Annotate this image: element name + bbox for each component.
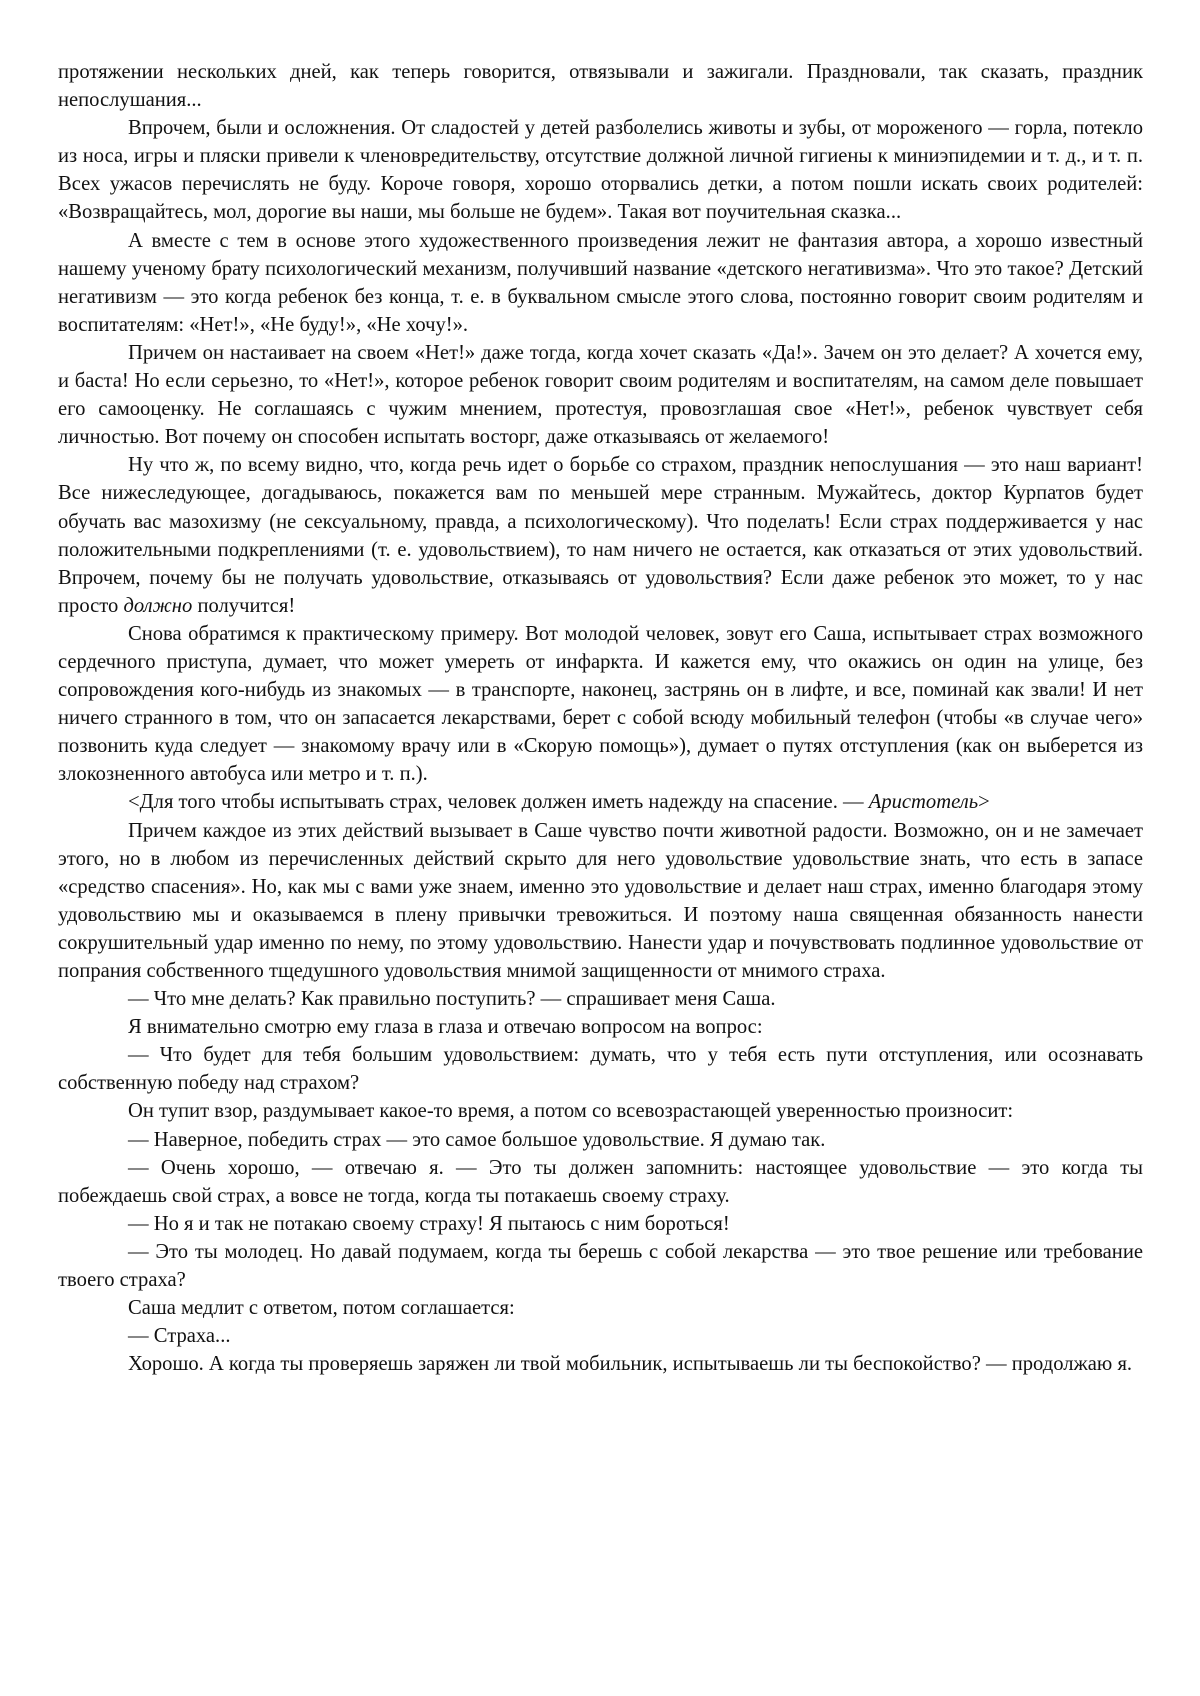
paragraph-disobedience <box>58 451 1143 620</box>
dialogue-line-10: — Страха... <box>128 1325 231 1348</box>
document-page <box>58 58 1143 1378</box>
dialogue-line-3: — Что будет для тебя большим удовольствием: думать, что у тебя есть пути отступления, или осознавать собственную победу над страхом? <box>58 1044 1143 1095</box>
quote-aristotle <box>58 788 1143 816</box>
dialogue-line-1: — Что мне делать? Как правильно поступить? — спрашивает меня Саша. <box>128 988 776 1011</box>
paragraph-disobedience-text: Ну что ж, по всему видно, что, когда речь идет о борьбе со страхом, праздник непослушания — это наш вариант! Все нижеследующее, догадываюсь, покажется вам по меньшей мере странным. Мужайтесь, доктор Курпатов будет обучать вас мазохизму (не сексуальному, правда, а психологическому). Что поделать! Если страх поддерживается у нас положительными подкреплениями (т. е. удовольствием), то нам ничего не остается, как отказаться от этих удовольствий. Впрочем, почему бы не получать удовольствие, отказываясь от удовольствия? Если даже ребенок это может, то у нас просто <box>58 454 1143 617</box>
emphasis-word: должно <box>123 594 193 617</box>
paragraph-complications: Впрочем, были и осложнения. От сладостей у детей разболелись животы и зубы, от мороженого — горла, потекло из носа, игры и пляски привели к членовредительству, отсутствие должной личной гигиены к миниэпидемии и т. д., и т. п. Всех ужасов перечислять не буду. Короче говоря, хорошо оторвались детки, а потом пошли искать своих родителей: «Возвращайтесь, мол, дорогие вы наши, мы больше не будем». Такая вот поучительная сказка... <box>58 117 1143 224</box>
dialogue-line-6: — Очень хорошо, — отвечаю я. — Это ты должен запомнить: настоящее удовольствие — это когда ты побеждаешь свой страх, а вовсе не тогда, когда ты потакаешь своему страху. <box>58 1156 1143 1207</box>
paragraph-continuation: протяжении нескольких дней, как теперь говорится, отвязывали и зажигали. Праздновали, так сказать, праздник непослушания... <box>58 61 1143 112</box>
dialogue-line-4: Он тупит взор, раздумывает какое-то время, а потом со всевозрастающей уверенностью произносит: <box>128 1100 1014 1123</box>
dialogue-line-11: Хорошо. А когда ты проверяешь заряжен ли твой мобильник, испытываешь ли ты беспокойство? — продолжаю я. <box>128 1353 1133 1376</box>
quote-text: <Для того чтобы испытывать страх, человек должен иметь надежду на спасение. — <box>128 791 869 814</box>
dialogue-line-2: Я внимательно смотрю ему глаза в глаза и отвечаю вопросом на вопрос: <box>128 1016 763 1039</box>
dialogue-line-5: — Наверное, победить страх — это самое большое удовольствие. Я думаю так. <box>128 1128 826 1151</box>
paragraph-child-no: Причем он настаивает на своем «Нет!» даже тогда, когда хочет сказать «Да!». Зачем он это делает? А хочется ему, и баста! Но если серьезно, то «Нет!», которое ребенок говорит своим родителям и воспитателям, на самом деле повышает его самооценку. Не соглашаясь с чужим мнением, протестуя, провозглашая свое «Нет!», ребенок чувствует себя личностью. Вот почему он способен испытать восторг, даже отказываясь от желаемого! <box>58 341 1143 449</box>
paragraph-disobedience-end: получится! <box>192 594 296 617</box>
dialogue-line-9: Саша медлит с ответом, потом соглашается: <box>128 1297 515 1320</box>
paragraph-sasha-example: Снова обратимся к практическому примеру. Вот молодой человек, зовут его Саша, испытывает страх возможного сердечного приступа, думает, что может умереть от инфаркта. И кажется ему, что окажись он один на улице, без сопровождения кого-нибудь из знакомых — в транспорте, наконец, застрянь он в лифте, и все, поминай как звали! И нет ничего странного в том, что он запасается лекарствами, берет с собой всюду мобильный телефон (чтобы «в случае чего» позвонить куда следует — знакомому врачу или в «Скорую помощь»), думает о путях отступления (как он выберется из злокозненного автобуса или метро и т. п.). <box>58 622 1143 786</box>
paragraph-negativism: А вместе с тем в основе этого художественного произведения лежит не фантазия автора, а хорошо известный нашему ученому брату психологический механизм, получивший название «детского негативизма». Что это такое? Детский негативизм — это когда ребенок без конца, т. е. в буквальном смысле этого слова, постоянно говорит своим родителям и воспитателям: «Нет!», «Не буду!», «Не хочу!». <box>58 229 1143 336</box>
quote-author: Аристотель <box>868 791 979 814</box>
quote-end: > <box>978 791 990 814</box>
dialogue-line-8: — Это ты молодец. Но давай подумаем, когда ты берешь с собой лекарства — это твое решение или требование твоего страха? <box>58 1240 1143 1292</box>
paragraph-pleasure: Причем каждое из этих действий вызывает в Саше чувство почти животной радости. Возможно, он и не замечает этого, но в любом из перечисленных действий скрыто для него удовольствие удовольствие знать, что есть в запасе «средство спасения». Но, как мы с вами уже знаем, именно это удовольствие и делает наш страх, именно благодаря этому удовольствию мы и оказываемся в плену привычки тревожиться. И поэтому наша священная обязанность нанести сокрушительный удар именно по нему, по этому удовольствию. Нанести удар и почувствовать подлинное удовольствие от попрания собственного тщедушного удовольствия мнимой защищенности от мнимого страха. <box>58 819 1143 982</box>
dialogue-line-7: — Но я и так не потакаю своему страху! Я пытаюсь с ним бороться! <box>128 1212 730 1235</box>
